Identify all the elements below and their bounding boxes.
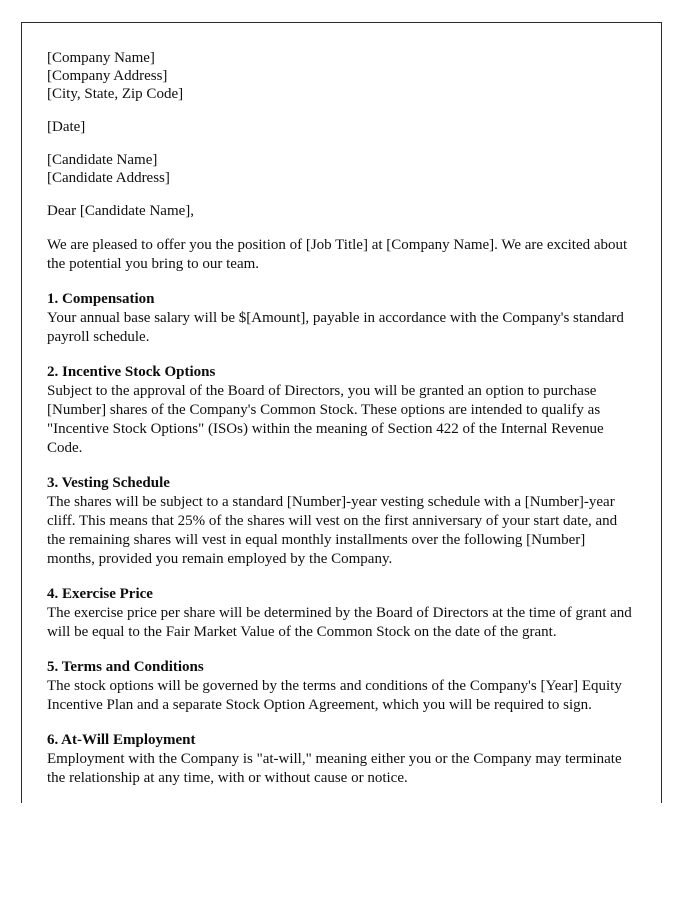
section-heading: 5. Terms and Conditions: [47, 659, 204, 675]
section-body: The exercise price per share will be determined by the Board of Directors at the time of grant and will be equal to the Fair Market Value of the Common Stock on the date of the grant.: [47, 605, 632, 640]
section-heading: 1. Compensation: [47, 291, 155, 307]
intro-paragraph-block: [47, 236, 632, 274]
section-terms-and-conditions: [47, 657, 632, 715]
section-heading: 3. Vesting Schedule: [47, 475, 170, 491]
section-body: Employment with the Company is "at-will," meaning either you or the Company may terminate the relationship at any time, with or without cause or notice.: [47, 751, 622, 786]
section-vesting-schedule: [47, 473, 632, 569]
letterhead-company-name: [Company Name]: [47, 50, 155, 66]
section-body: The stock options will be governed by the terms and conditions of the Company's [Year] Equity Incentive Plan and a separate Stock Option Agreement, which you will be required to sign.: [47, 678, 622, 713]
section-heading: 4. Exercise Price: [47, 586, 153, 602]
date-block: [47, 118, 632, 136]
salutation-block: [47, 202, 632, 221]
section-body: Your annual base salary will be $[Amount], payable in accordance with the Company's standard payroll schedule.: [47, 310, 624, 345]
letterhead-block: [47, 49, 632, 103]
section-heading: 2. Incentive Stock Options: [47, 364, 216, 380]
salutation: Dear [Candidate Name],: [47, 203, 195, 219]
letterhead-company-address: [Company Address]: [47, 68, 168, 84]
document-content: [47, 49, 632, 788]
section-compensation: [47, 289, 632, 347]
section-incentive-stock-options: [47, 362, 632, 458]
section-at-will-employment: [47, 730, 632, 788]
recipient-name: [Candidate Name]: [47, 152, 158, 168]
document-page: [21, 22, 662, 803]
recipient-block: [47, 151, 632, 187]
section-body: The shares will be subject to a standard [Number]-year vesting schedule with a [Number]-year cliff. This means that 25% of the shares will vest on the first anniversary of your start date, and the remaining shares will vest in equal monthly installments over the following [Number] months, provided you remain employed by the Company.: [47, 494, 618, 567]
section-heading: 6. At-Will Employment: [47, 732, 196, 748]
recipient-address: [Candidate Address]: [47, 170, 170, 186]
letterhead-city-state-zip: [City, State, Zip Code]: [47, 86, 184, 102]
section-body: Subject to the approval of the Board of Directors, you will be granted an option to purchase [Number] shares of the Company's Common Stock. These options are intended to qualify as "Incentive Stock Options" (ISOs) within the meaning of Section 422 of the Internal Revenue Code.: [47, 383, 604, 456]
intro-paragraph: We are pleased to offer you the position of [Job Title] at [Company Name]. We are excited about the potential you bring to our team.: [47, 237, 628, 272]
section-exercise-price: [47, 584, 632, 642]
letter-date: [Date]: [47, 119, 86, 135]
